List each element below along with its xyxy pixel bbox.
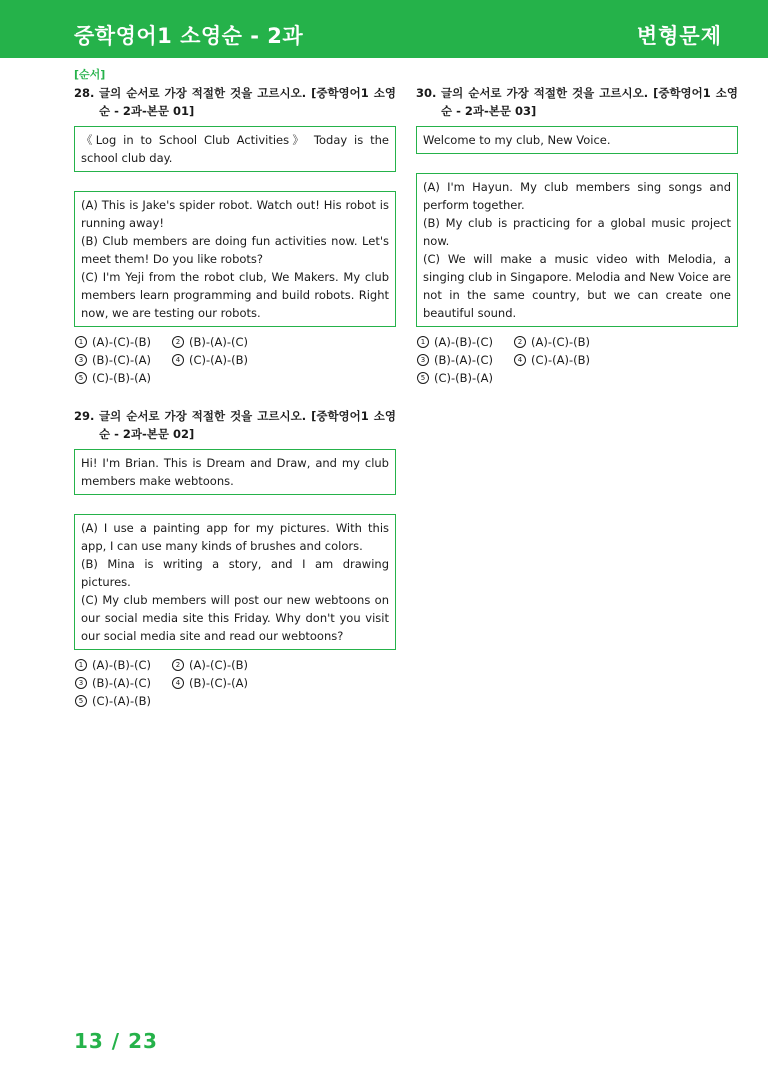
passage-a: (A) I use a painting app for my pictures. With this app, I can use many kinds of brushes and colors. bbox=[81, 521, 389, 553]
choice-text: (C)-(A)-(B) bbox=[189, 353, 249, 367]
header-section-label: 변형문제 bbox=[636, 24, 722, 48]
choice-text: (C)-(A)-(B) bbox=[531, 353, 591, 367]
circled-number-icon: 2 bbox=[172, 336, 184, 348]
question-number: 29. bbox=[74, 409, 95, 423]
choice-4[interactable] bbox=[171, 674, 311, 692]
choice-4[interactable] bbox=[171, 351, 311, 369]
passage-b: (B) Club members are doing fun activities now. Let's meet them! Do you like robots? bbox=[81, 234, 389, 266]
choice-2[interactable] bbox=[171, 656, 311, 674]
circled-number-icon: 5 bbox=[75, 695, 87, 707]
circled-number-icon: 3 bbox=[75, 677, 87, 689]
header-title: 중학영어1 소영순 - 2과 bbox=[74, 24, 304, 48]
question-text: 글의 순서로 가장 적절한 것을 고르시오. [중학영어1 소영순 - 2과-본문 01] bbox=[99, 86, 396, 118]
circled-number-icon: 3 bbox=[417, 354, 429, 366]
question-text: 글의 순서로 가장 적절한 것을 고르시오. [중학영어1 소영순 - 2과-본문 02] bbox=[99, 409, 396, 441]
question-29 bbox=[74, 407, 396, 710]
choice-text: (C)-(A)-(B) bbox=[92, 694, 152, 708]
intro-text: Welcome to my club, New Voice. bbox=[423, 133, 611, 147]
choice-text: (B)-(A)-(C) bbox=[92, 676, 152, 690]
passage-b: (B) My club is practicing for a global music project now. bbox=[423, 216, 731, 248]
choice-text: (C)-(B)-(A) bbox=[92, 371, 152, 385]
question-text: 글의 순서로 가장 적절한 것을 고르시오. [중학영어1 소영순 - 2과-본문 03] bbox=[441, 86, 738, 118]
question-prompt bbox=[416, 84, 738, 120]
passage-c: (C) I'm Yeji from the robot club, We Makers. My club members learn programming and build robots. Right now, we are testing our robots. bbox=[81, 270, 389, 320]
choice-text: (B)-(C)-(A) bbox=[92, 353, 152, 367]
circled-number-icon: 2 bbox=[172, 659, 184, 671]
question-30 bbox=[416, 84, 738, 387]
choice-text: (B)-(A)-(C) bbox=[189, 335, 249, 349]
choice-4[interactable] bbox=[513, 351, 653, 369]
question-number: 28. bbox=[74, 86, 95, 100]
left-column bbox=[74, 84, 396, 710]
choice-text: (B)-(C)-(A) bbox=[189, 676, 249, 690]
choice-5[interactable] bbox=[74, 369, 171, 387]
choice-5[interactable] bbox=[416, 369, 513, 387]
answer-choices bbox=[416, 333, 738, 387]
passage-a: (A) This is Jake's spider robot. Watch out! His robot is running away! bbox=[81, 198, 389, 230]
choice-2[interactable] bbox=[171, 333, 311, 351]
intro-box bbox=[74, 126, 396, 172]
circled-number-icon: 1 bbox=[75, 336, 87, 348]
category-label: [순서] bbox=[74, 68, 106, 81]
passage-box bbox=[74, 191, 396, 327]
intro-box bbox=[416, 126, 738, 154]
choice-2[interactable] bbox=[513, 333, 653, 351]
choice-text: (A)-(C)-(B) bbox=[189, 658, 249, 672]
circled-number-icon: 5 bbox=[75, 372, 87, 384]
circled-number-icon: 4 bbox=[172, 354, 184, 366]
passage-b: (B) Mina is writing a story, and I am drawing pictures. bbox=[81, 557, 389, 589]
circled-number-icon: 1 bbox=[417, 336, 429, 348]
question-prompt bbox=[74, 407, 396, 443]
choice-5[interactable] bbox=[74, 692, 171, 710]
passage-box bbox=[416, 173, 738, 327]
circled-number-icon: 4 bbox=[172, 677, 184, 689]
intro-box bbox=[74, 449, 396, 495]
passage-box bbox=[74, 514, 396, 650]
page-header bbox=[0, 0, 768, 58]
right-column bbox=[416, 84, 738, 387]
question-28 bbox=[74, 84, 396, 387]
intro-text: Hi! I'm Brian. This is Dream and Draw, and my club members make webtoons. bbox=[81, 456, 389, 488]
choice-1[interactable] bbox=[74, 656, 171, 674]
question-number: 30. bbox=[416, 86, 437, 100]
choice-3[interactable] bbox=[74, 674, 171, 692]
choice-1[interactable] bbox=[416, 333, 513, 351]
choice-text: (C)-(B)-(A) bbox=[434, 371, 494, 385]
choice-text: (A)-(B)-(C) bbox=[434, 335, 494, 349]
page-number: 13 / 23 bbox=[74, 1029, 158, 1053]
circled-number-icon: 4 bbox=[514, 354, 526, 366]
choice-text: (A)-(C)-(B) bbox=[531, 335, 591, 349]
question-prompt bbox=[74, 84, 396, 120]
passage-c: (C) We will make a music video with Melodia, a singing club in Singapore. Melodia and New Voice are not in the same country, but we can create one beautiful sound. bbox=[423, 252, 731, 320]
passage-a: (A) I'm Hayun. My club members sing songs and perform together. bbox=[423, 180, 731, 212]
choice-3[interactable] bbox=[416, 351, 513, 369]
choice-text: (A)-(B)-(C) bbox=[92, 658, 152, 672]
choice-3[interactable] bbox=[74, 351, 171, 369]
answer-choices bbox=[74, 333, 396, 387]
choice-1[interactable] bbox=[74, 333, 171, 351]
answer-choices bbox=[74, 656, 396, 710]
choice-text: (B)-(A)-(C) bbox=[434, 353, 494, 367]
intro-text: 《Log in to School Club Activities》 Today is the school club day. bbox=[81, 133, 389, 165]
circled-number-icon: 3 bbox=[75, 354, 87, 366]
circled-number-icon: 2 bbox=[514, 336, 526, 348]
choice-text: (A)-(C)-(B) bbox=[92, 335, 152, 349]
circled-number-icon: 5 bbox=[417, 372, 429, 384]
circled-number-icon: 1 bbox=[75, 659, 87, 671]
passage-c: (C) My club members will post our new webtoons on our social media site this Friday. Why don't you visit our social media site and read our webtoons? bbox=[81, 593, 389, 643]
